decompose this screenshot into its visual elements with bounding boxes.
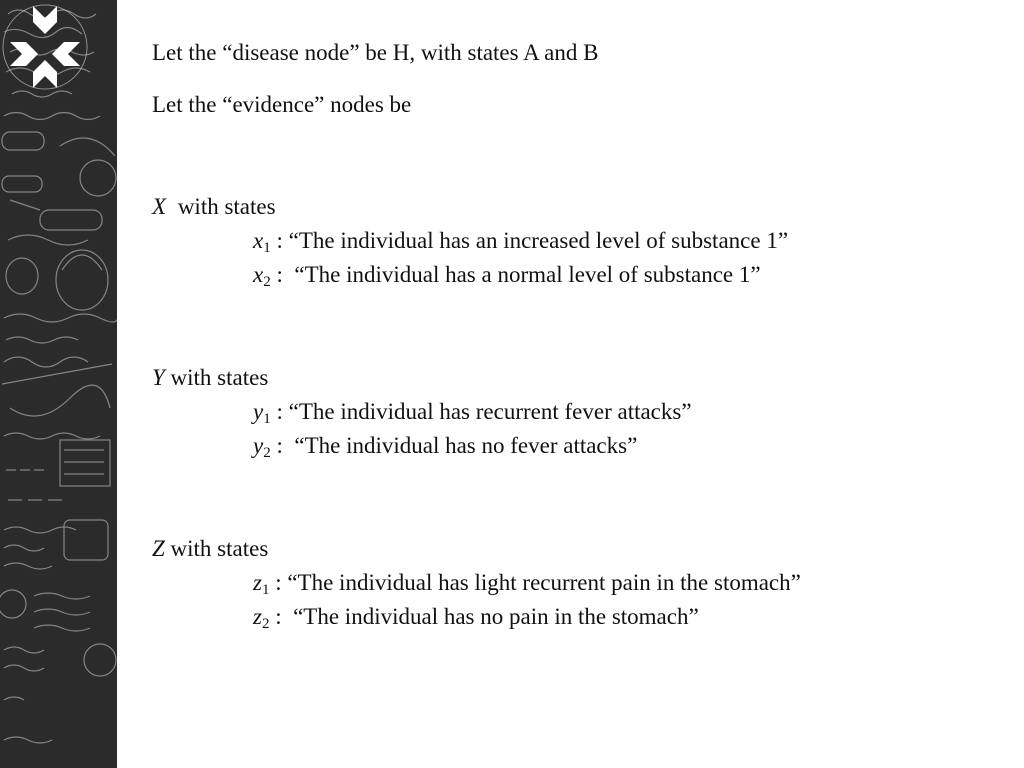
- state-x1-text: “The individual has an increased level of substance 1”: [288, 228, 789, 253]
- state-y1-subscript: 1: [263, 411, 271, 427]
- chalkboard-sidebar: [0, 0, 117, 768]
- node-z-with: with states: [164, 536, 269, 561]
- state-y2-symbol: y: [253, 433, 264, 458]
- node-z-var: Z: [152, 536, 165, 561]
- node-x-heading: [152, 194, 276, 220]
- state-x2-symbol: x: [253, 262, 264, 287]
- state-y1-sep: :: [270, 399, 289, 424]
- node-z-heading: [152, 536, 268, 562]
- state-z2-text: “The individual has no pain in the stomach”: [293, 604, 699, 629]
- intro-line-1: Let the “disease node” be H, with states A and B: [152, 40, 599, 65]
- state-x2-text: “The individual has a normal level of substance 1”: [294, 262, 761, 287]
- state-x1-symbol: x: [253, 228, 264, 253]
- state-y2-subscript: 2: [263, 445, 271, 461]
- state-y2: [253, 433, 637, 459]
- node-x-var: X: [152, 194, 167, 219]
- university-logo-icon: [0, 0, 90, 90]
- node-x-with: with states: [172, 194, 276, 219]
- slide-content: [152, 0, 1024, 768]
- state-y2-sep: :: [270, 433, 295, 458]
- state-y1-text: “The individual has recurrent fever attacks”: [288, 399, 692, 424]
- state-z2-sep: :: [269, 604, 294, 629]
- state-z1-text: “The individual has light recurrent pain in the stomach”: [287, 570, 801, 595]
- state-z1-sep: :: [269, 570, 288, 595]
- chalk-scribbles-icon: [0, 0, 117, 768]
- state-z2-subscript: 2: [261, 616, 270, 632]
- state-x2-subscript: 2: [263, 274, 271, 290]
- state-y1-symbol: y: [253, 399, 264, 424]
- state-z1-symbol: z: [253, 570, 262, 595]
- node-y-var: Y: [152, 365, 165, 390]
- state-y1: [253, 399, 692, 425]
- state-z2: [253, 604, 699, 630]
- state-y2-text: “The individual has no fever attacks”: [294, 433, 638, 458]
- state-x1-sep: :: [270, 228, 289, 253]
- state-x2-sep: :: [270, 262, 295, 287]
- state-z1: [253, 570, 801, 596]
- intro-line-2: Let the “evidence” nodes be: [152, 92, 412, 117]
- node-y-heading: [152, 365, 268, 391]
- state-x1: [253, 228, 788, 254]
- state-z2-symbol: z: [253, 604, 262, 629]
- state-z1-subscript: 1: [261, 582, 270, 598]
- state-x1-subscript: 1: [263, 240, 271, 256]
- node-y-with: with states: [164, 365, 269, 390]
- state-x2: [253, 262, 761, 288]
